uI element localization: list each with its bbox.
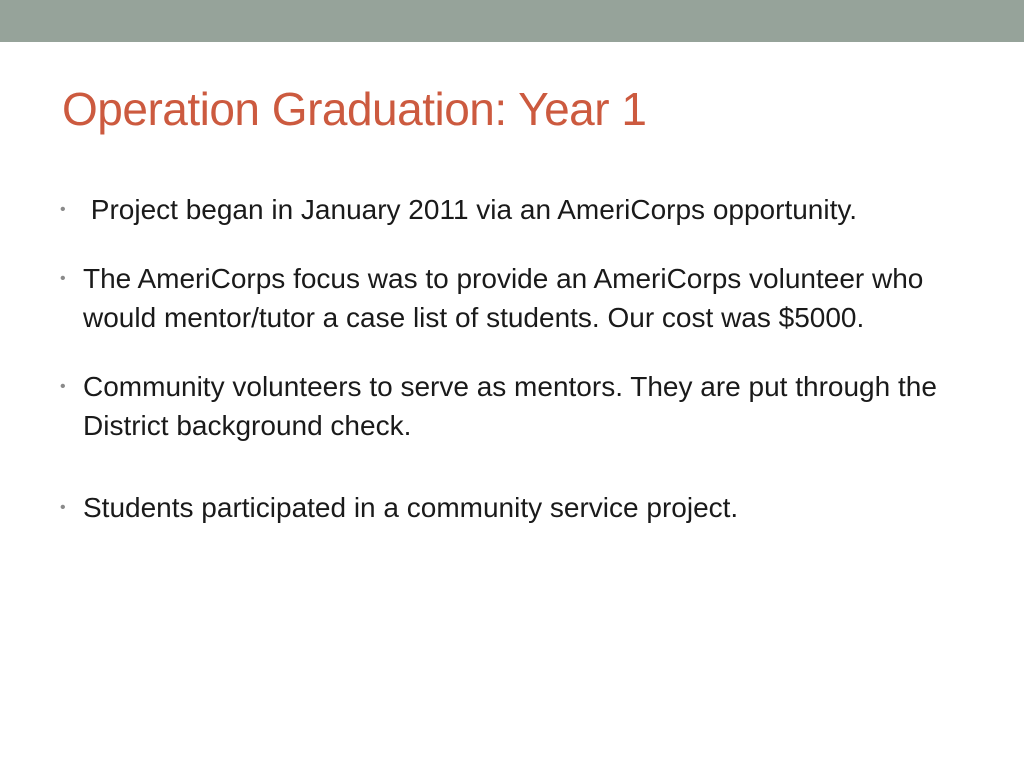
bullet-item: [60, 259, 960, 337]
bullet-item: [60, 190, 960, 229]
bullet-text: Students participated in a community service project.: [83, 492, 739, 523]
bullet-dot-icon: •: [60, 201, 66, 218]
bullet-list: [60, 190, 960, 527]
bullet-text: Project began in January 2011 via an AmeriCorps opportunity.: [83, 194, 858, 225]
top-accent-band: [0, 0, 1024, 42]
slide-title: Operation Graduation: Year 1: [62, 83, 647, 135]
bullet-dot-icon: •: [60, 270, 66, 287]
bullet-item: [60, 367, 960, 445]
bullet-dot-icon: •: [60, 378, 66, 395]
bullet-dot-icon: •: [60, 499, 66, 516]
bullet-item: [60, 488, 960, 527]
bullet-text: Community volunteers to serve as mentors. They are put through the District background check.: [83, 371, 937, 441]
bullet-text: The AmeriCorps focus was to provide an AmeriCorps volunteer who would mentor/tutor a case list of students. Our cost was $5000.: [83, 263, 924, 333]
